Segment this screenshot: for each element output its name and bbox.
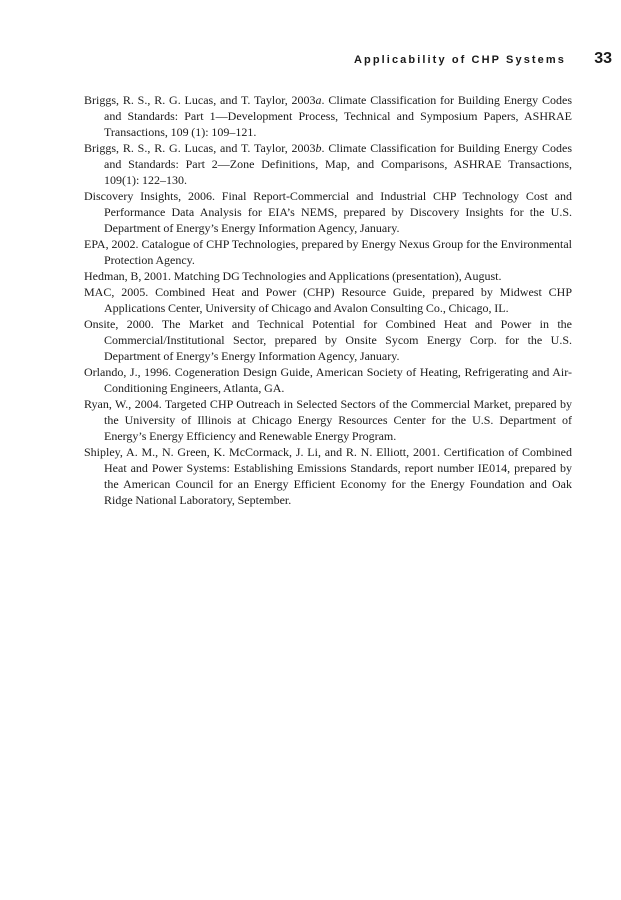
reference-text: Ryan, W., 2004. Targeted CHP Outreach in Selected Sectors of the Commercial Market, prepared by the University of Illinois at Chicago Energy Resources Center for the U.S. Department of Energy’s Energy Efficiency and Renewable Energy Program.	[84, 397, 572, 443]
reference-text: MAC, 2005. Combined Heat and Power (CHP) Resource Guide, prepared by Midwest CHP Applications Center, University of Chicago and Avalon Consulting Co., Chicago, IL.	[84, 285, 572, 315]
reference-entry	[84, 364, 572, 396]
reference-entry	[84, 140, 572, 188]
reference-text: Briggs, R. S., R. G. Lucas, and T. Taylor, 2003	[84, 93, 316, 107]
reference-entry	[84, 188, 572, 236]
reference-suffix: a	[315, 93, 322, 107]
reference-list	[84, 92, 572, 508]
reference-entry	[84, 444, 572, 508]
reference-entry	[84, 236, 572, 268]
reference-text: EPA, 2002. Catalogue of CHP Technologies, prepared by Energy Nexus Group for the Environmental Protection Agency.	[84, 237, 572, 267]
reference-text-rest: . Climate Classification for Building Energy Codes and Standards: Part 1—Development Process, Technical and Symposium Papers, ASHRAE Transactions, 109 (1): 109–121.	[104, 93, 572, 139]
reference-text: Onsite, 2000. The Market and Technical Potential for Combined Heat and Power in the Commercial/Institutional Sector, prepared by Onsite Sycom Energy Corp. for the U.S. Department of Energy’s Energy Information Agency, January.	[84, 317, 572, 363]
reference-entry	[84, 268, 572, 284]
page-number: 33	[594, 50, 612, 67]
reference-entry	[84, 316, 572, 364]
reference-entry	[84, 92, 572, 140]
reference-text: Orlando, J., 1996. Cogeneration Design Guide, American Society of Heating, Refrigerating and Air-Conditioning Engineers, Atlanta, GA.	[84, 365, 572, 395]
reference-suffix: b	[315, 141, 322, 155]
running-head	[84, 50, 612, 72]
reference-entry	[84, 396, 572, 444]
reference-entry	[84, 284, 572, 316]
reference-text: Briggs, R. S., R. G. Lucas, and T. Taylor, 2003	[84, 141, 316, 155]
reference-text: Discovery Insights, 2006. Final Report-Commercial and Industrial CHP Technology Cost and Performance Data Analysis for EIA’s NEMS, prepared by Discovery Insights for the U.S. Department of Energy’s Energy Information Agency, January.	[84, 189, 572, 235]
reference-text-rest: . Climate Classification for Building Energy Codes and Standards: Part 2—Zone Definitions, Map, and Comparisons, ASHRAE Transactions, 109(1): 122–130.	[104, 141, 572, 187]
running-title: Applicability of CHP Systems	[353, 54, 566, 66]
reference-text: Shipley, A. M., N. Green, K. McCormack, J. Li, and R. N. Elliott, 2001. Certification of Combined Heat and Power Systems: Establishing Emissions Standards, report number IE014, prepared by the American Council for an Energy Efficient Economy for the Energy Foundation and Oak Ridge National Laboratory, September.	[84, 445, 572, 507]
reference-text: Hedman, B, 2001. Matching DG Technologies and Applications (presentation), August.	[84, 269, 502, 283]
